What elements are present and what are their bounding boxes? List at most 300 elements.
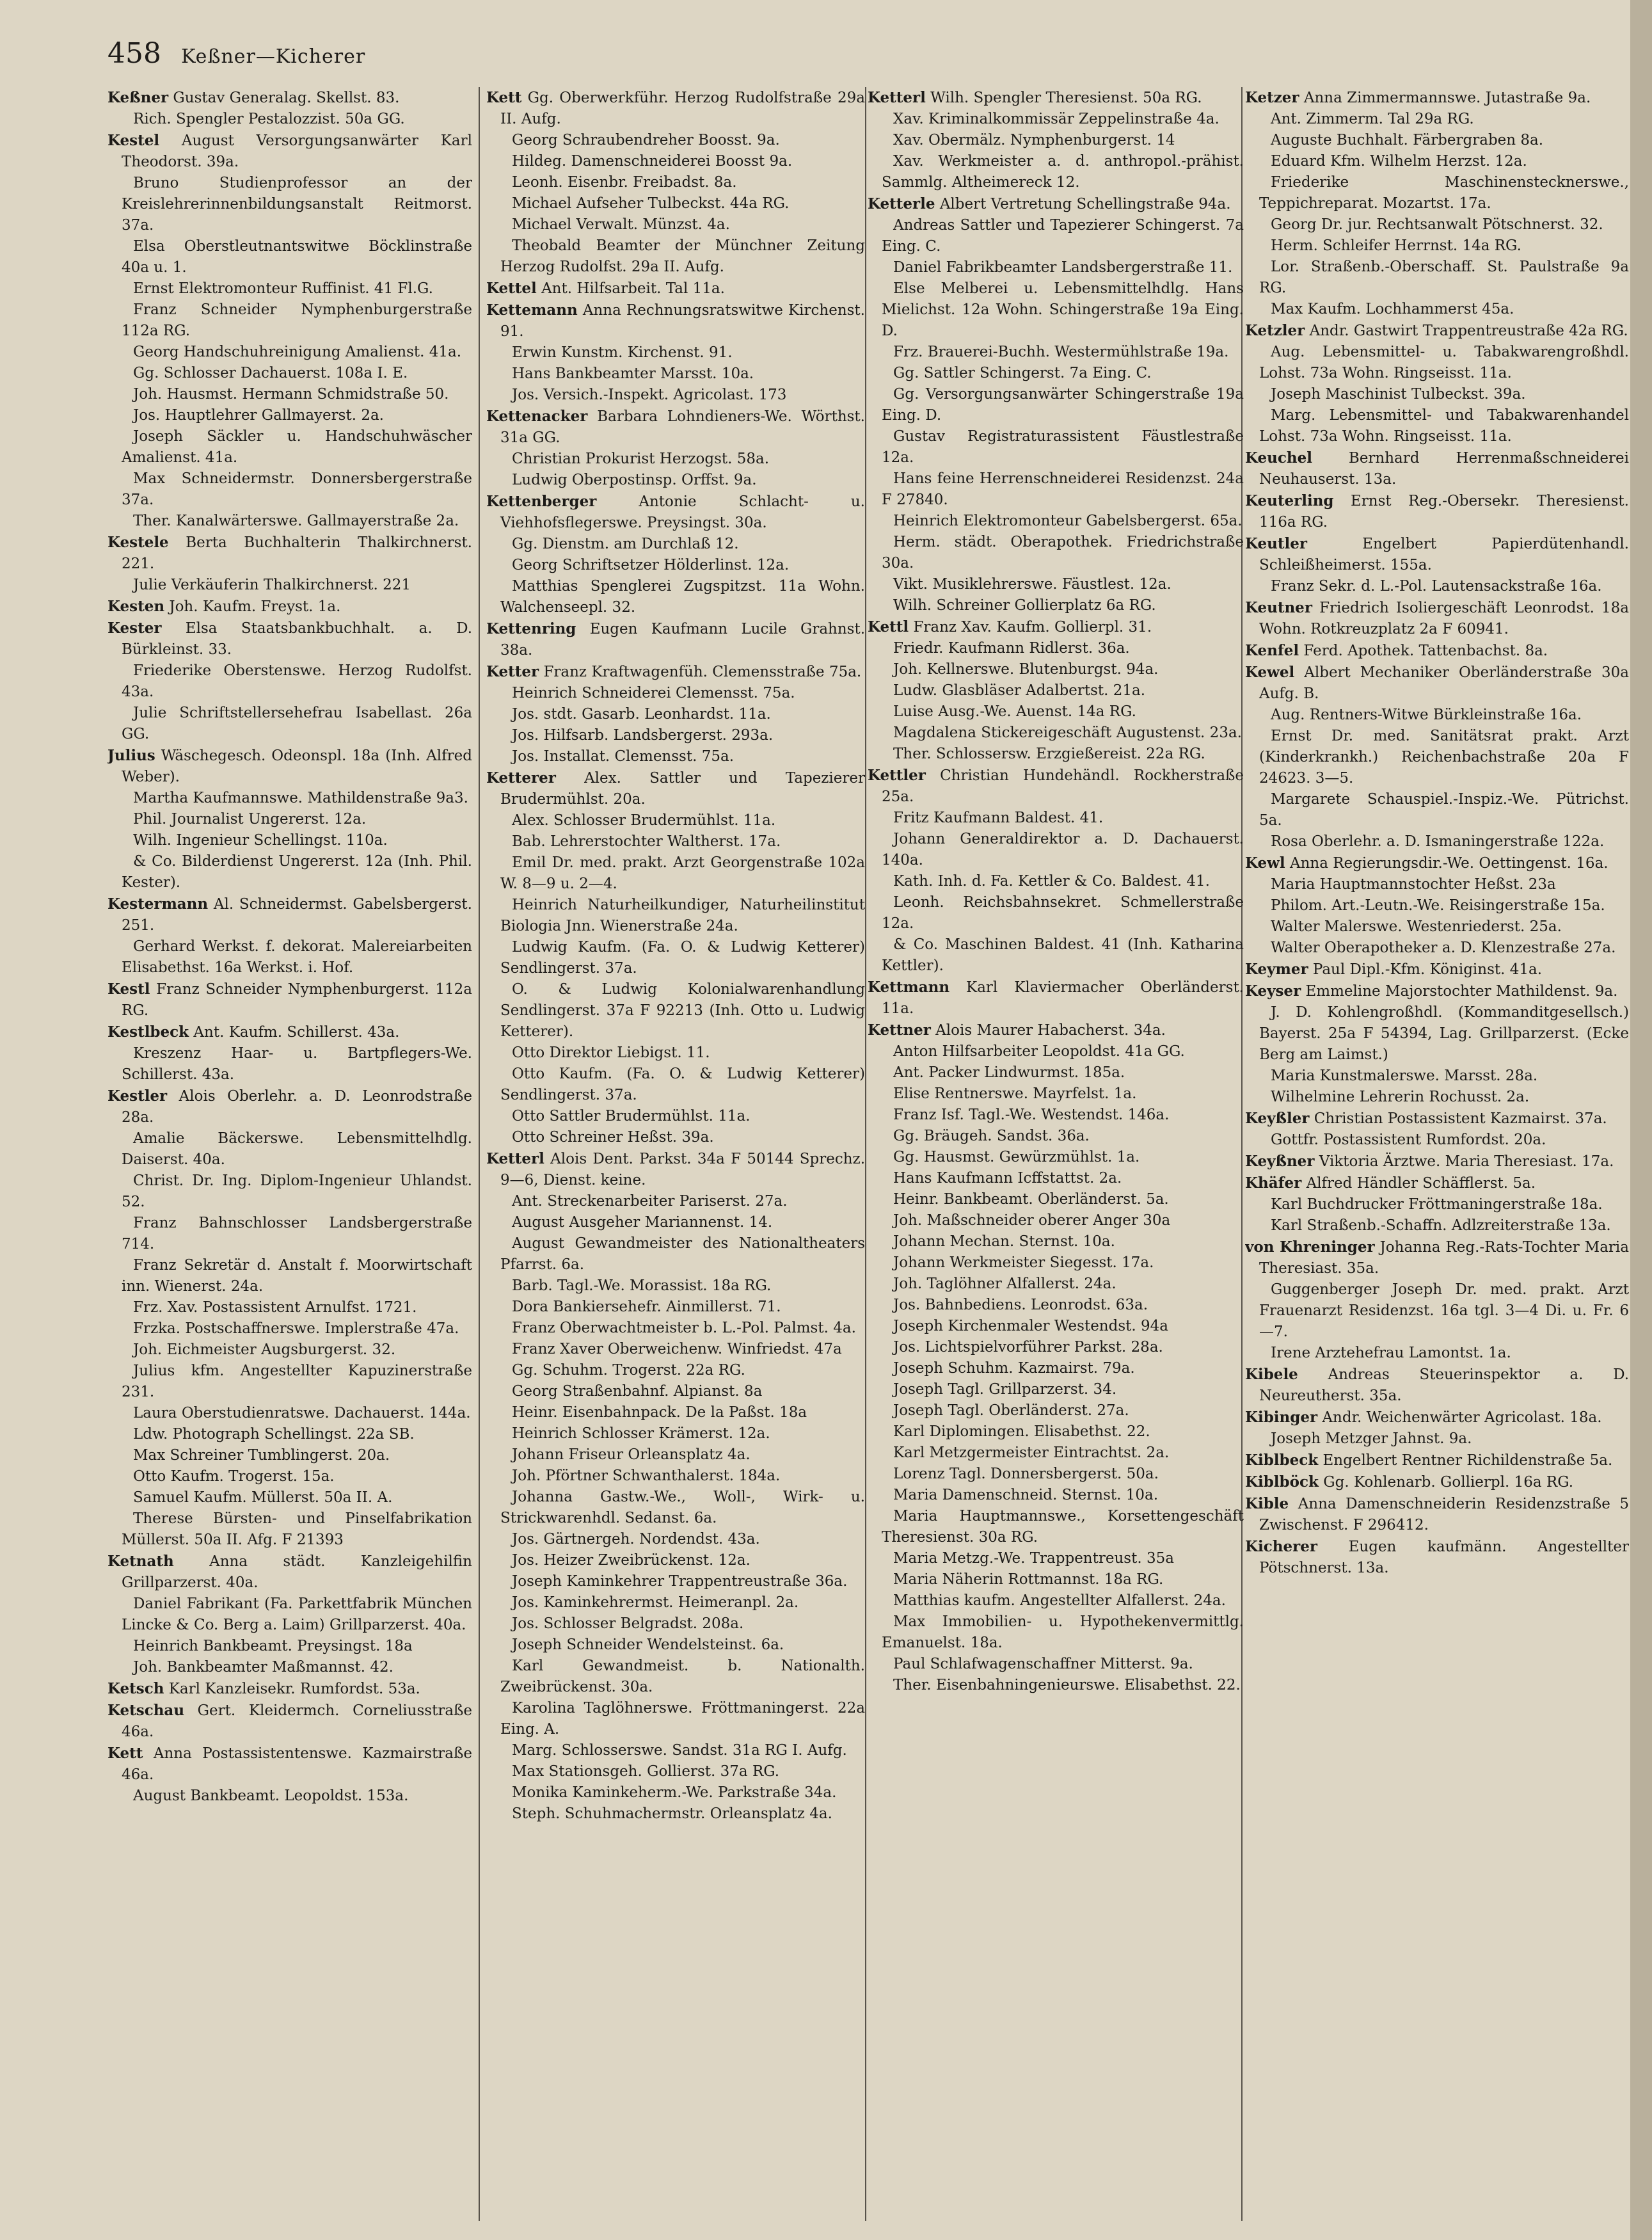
entry-text: Guggenberger Joseph Dr. med. prakt. Arzt Frauenarzt Residenzst. 16a tgl. 3—4 Di. u. Fr. 6—7.: [1259, 1281, 1629, 1340]
entry-text: Philom. Art.-Leutn.-We. Reisingerstraße 15a.: [1271, 897, 1605, 914]
entry-text: Al. Schneidermst. Gabelsbergerst. 251.: [122, 896, 472, 934]
directory-entry: [868, 1400, 1244, 1421]
entry-text: Emil Dr. med. prakt. Arzt Georgenstraße 102a W. 8—9 u. 2—4.: [500, 854, 865, 892]
entry-text: Christ. Dr. Ing. Diplom-Ingenieur Uhlandst. 52.: [122, 1172, 472, 1210]
entry-text: Joseph Maschinist Tulbeckst. 39a.: [1271, 386, 1526, 403]
ditto-dash: [1245, 342, 1271, 363]
directory-entry: [486, 704, 865, 725]
entry-text: Theobald Beamter der Münchner Zeitung Herzog Rudolfst. 29a II. Aufg.: [500, 237, 865, 275]
directory-entry: [868, 871, 1244, 892]
entry-text: Laura Oberstudienratswe. Dachauerst. 144a.: [133, 1405, 471, 1421]
ditto-dash: [486, 576, 512, 597]
entry-text: Bruno Studienprofessor an der Kreislehrerinnenbildungsanstalt Reitmorst. 37a.: [122, 175, 472, 234]
entry-text: Wilh. Spengler Theresienst. 50a RG.: [930, 90, 1202, 106]
entry-surname: Keutler: [1245, 535, 1307, 552]
entry-text: Ant. Streckenarbeiter Pariserst. 27a.: [512, 1193, 788, 1210]
directory-entry: [868, 1231, 1244, 1252]
entry-text: Jos. Kaminkehrermst. Heimeranpl. 2a.: [512, 1594, 799, 1611]
ditto-dash: [868, 659, 893, 680]
directory-entry: [1245, 895, 1629, 916]
ditto-dash: [486, 704, 512, 725]
entry-text: Phil. Journalist Ungererst. 12a.: [133, 811, 367, 828]
directory-entry: [868, 680, 1244, 701]
entry-surname: Kewel: [1245, 664, 1295, 681]
directory-entry: [868, 977, 1244, 1020]
entry-text: Gerhard Werkst. f. dekorat. Malereiarbeiten Elisabethst. 16a Werkst. i. Hof.: [122, 938, 472, 976]
ditto-dash: [486, 1613, 512, 1635]
entry-text: Karolina Taglöhnerswe. Fröttmaningerst. 22a Eing. A.: [500, 1700, 865, 1738]
directory-entry: [107, 1403, 472, 1424]
directory-entry: [107, 1297, 472, 1318]
directory-entry: [868, 1105, 1244, 1126]
directory-column-4: [1245, 87, 1629, 2235]
directory-entry: [868, 638, 1244, 659]
directory-entry: [107, 745, 472, 788]
entry-text: Joseph Tagl. Oberländerst. 27a.: [893, 1402, 1129, 1419]
directory-entry: [486, 1148, 865, 1191]
entry-surname: Kettenberger: [486, 493, 597, 510]
entry-text: Maria Damenschneid. Sternst. 10a.: [893, 1487, 1159, 1503]
directory-entry: [107, 1636, 472, 1657]
ditto-dash: [1245, 299, 1271, 320]
entry-text: Ferd. Apothek. Tattenbachst. 8a.: [1303, 643, 1548, 659]
ditto-dash: [486, 470, 512, 491]
entry-text: August Bankbeamt. Leopoldst. 153a.: [133, 1788, 409, 1804]
directory-entry: [868, 1126, 1244, 1147]
entry-surname: Keutner: [1245, 599, 1312, 616]
directory-entry: [107, 809, 472, 830]
ditto-dash: [486, 1233, 512, 1254]
ditto-dash: [486, 831, 512, 852]
entry-text: Joseph Tagl. Grillparzerst. 34.: [893, 1381, 1117, 1398]
ditto-dash: [486, 895, 512, 916]
ditto-dash: [107, 1657, 133, 1678]
directory-entry: [107, 1213, 472, 1255]
entry-text: Franz Kraftwagenfüh. Clemensstraße 75a.: [543, 664, 862, 680]
directory-entry: [1245, 726, 1629, 789]
entry-text: Dora Bankiersehefr. Ainmillerst. 71.: [512, 1299, 781, 1315]
entry-text: Wilhelmine Lehrerin Rochusst. 2a.: [1271, 1089, 1530, 1105]
entry-text: Joseph Säckler u. Handschuhwäscher Amalienst. 41a.: [122, 428, 472, 466]
directory-entry: [868, 130, 1244, 151]
entry-text: Joseph Metzger Jahnst. 9a.: [1271, 1430, 1472, 1447]
entry-text: Marg. Schlosserswe. Sandst. 31a RG I. Aufg.: [512, 1742, 847, 1759]
entry-text: Joseph Schuhm. Kazmairst. 79a.: [893, 1360, 1135, 1377]
directory-entry: [486, 1064, 865, 1106]
directory-entry: [868, 1443, 1244, 1464]
entry-surname: Kettenacker: [486, 408, 588, 425]
ditto-dash: [868, 1548, 893, 1569]
entry-text: Max Schreiner Tumblingerst. 20a.: [133, 1447, 390, 1464]
ditto-dash: [107, 342, 133, 363]
ditto-dash: [868, 278, 893, 300]
directory-entry: [868, 1252, 1244, 1274]
entry-text: Georg Schraubendreher Boosst. 9a.: [512, 132, 780, 148]
ditto-dash: [868, 1105, 893, 1126]
directory-entry: [868, 1147, 1244, 1168]
directory-entry: [107, 1445, 472, 1466]
entry-surname: Kestler: [107, 1087, 168, 1105]
ditto-dash: [486, 151, 512, 172]
entry-surname: Ketterl: [486, 1150, 544, 1167]
directory-entry: [868, 723, 1244, 744]
entry-surname: Kett: [486, 89, 522, 106]
directory-entry: [486, 406, 865, 449]
entry-surname: Ketschau: [107, 1702, 185, 1719]
entry-text: Joh. Kellnerswe. Blutenburgst. 94a.: [893, 661, 1159, 678]
ditto-dash: [107, 1171, 133, 1192]
ditto-dash: [486, 1127, 512, 1148]
directory-entry: [107, 1786, 472, 1807]
directory-entry: [107, 1255, 472, 1297]
directory-entry: [868, 1274, 1244, 1295]
directory-entry: [868, 1421, 1244, 1443]
ditto-dash: [868, 1379, 893, 1400]
directory-entry: [1245, 109, 1629, 130]
entry-text: Alex. Sattler und Tapezierer Brudermühlst. 20a.: [500, 770, 865, 808]
entry-text: Georg Dr. jur. Rechtsanwalt Pötschnerst. 32.: [1271, 216, 1603, 233]
entry-text: Margarete Schauspiel.-Inspiz.-We. Pütrichst. 5a.: [1259, 791, 1629, 829]
entry-text: Alex. Schlosser Brudermühlst. 11a.: [512, 812, 776, 829]
entry-text: Jos. Schlosser Belgradst. 208a.: [512, 1615, 744, 1632]
directory-entry: [1245, 533, 1629, 576]
entry-text: Gg. Oberwerkführ. Herzog Rudolfstraße 29a II. Aufg.: [500, 90, 865, 127]
directory-entry: [107, 1318, 472, 1340]
directory-entry: [1245, 1172, 1629, 1194]
entry-text: Kreszenz Haar- u. Bartpflegers-We. Schillerst. 43a.: [122, 1045, 472, 1083]
directory-entry: [1245, 447, 1629, 490]
entry-text: Ther. Eisenbahningenieurswe. Elisabethst. 22.: [893, 1677, 1241, 1693]
directory-entry: [486, 1276, 865, 1297]
entry-text: Andr. Weichenwärter Agricolast. 18a.: [1322, 1409, 1602, 1426]
directory-entry: [1245, 87, 1629, 109]
ditto-dash: [486, 1656, 512, 1677]
entry-text: Julie Verkäuferin Thalkirchnerst. 221: [133, 577, 411, 593]
directory-entry: [486, 618, 865, 661]
directory-entry: [486, 1423, 865, 1444]
directory-entry: [486, 1402, 865, 1423]
entry-text: Anna Damenschneiderin Residenzstraße 5 Zwischenst. F 296412.: [1259, 1496, 1629, 1533]
directory-entry: [868, 532, 1244, 574]
ditto-dash: [486, 1191, 512, 1212]
directory-entry: [486, 1804, 865, 1825]
ditto-dash: [868, 257, 893, 278]
directory-entry: [1245, 1087, 1629, 1108]
entry-surname: Keyßler: [1245, 1110, 1310, 1127]
ditto-dash: [868, 574, 893, 595]
entry-surname: Kestlbeck: [107, 1023, 189, 1041]
entry-text: Friederike Maschinenstecknerswe., Teppichreparat. Mozartst. 17a.: [1259, 174, 1629, 212]
ditto-dash: [868, 1147, 893, 1168]
entry-text: Max Schneidermstr. Donnersbergerstraße 37a.: [122, 470, 472, 508]
directory-entry: [107, 468, 472, 511]
entry-text: Ludwig Kaufm. (Fa. O. & Ludwig Ketterer) Sendlingerst. 37a.: [500, 939, 865, 977]
ditto-dash: [107, 1445, 133, 1466]
directory-entry: [107, 1487, 472, 1508]
entry-text: Steph. Schuhmachermstr. Orleansplatz 4a.: [512, 1805, 832, 1822]
directory-entry: [868, 1464, 1244, 1485]
entry-text: Christian Prokurist Herzogst. 58a.: [512, 451, 770, 467]
directory-entry: [868, 616, 1244, 638]
entry-text: Auguste Buchhalt. Färbergraben 8a.: [1271, 132, 1544, 148]
ditto-dash: [107, 1786, 133, 1807]
entry-text: Karl Gewandmeist. b. Nationalth. Zweibrückenst. 30a.: [500, 1658, 865, 1695]
directory-entry: [107, 130, 472, 173]
directory-entry: [1245, 1215, 1629, 1236]
directory-entry: [107, 703, 472, 745]
entry-text: Walter Malerswe. Westenriederst. 25a.: [1271, 918, 1562, 935]
directory-entry: [107, 1508, 472, 1551]
entry-text: Gustav Generalag. Skellst. 83.: [173, 90, 400, 106]
ditto-dash: [107, 1508, 133, 1530]
ditto-dash: [486, 1571, 512, 1592]
directory-entry: [107, 363, 472, 384]
ditto-dash: [1245, 130, 1271, 151]
ditto-dash: [868, 1654, 893, 1675]
ditto-dash: [107, 1318, 133, 1340]
entry-text: Joseph Kirchenmaler Westendst. 94a: [893, 1318, 1168, 1334]
ditto-dash: [486, 1529, 512, 1550]
entry-text: Ludw. Glasbläser Adalbertst. 21a.: [893, 682, 1146, 699]
directory-entry: [1245, 299, 1629, 320]
entry-text: Barb. Tagl.-We. Morassist. 18a RG.: [512, 1277, 772, 1294]
directory-entry: [1245, 1493, 1629, 1536]
ditto-dash: [107, 1297, 133, 1318]
entry-text: Georg Schriftsetzer Hölderlinst. 12a.: [512, 557, 790, 573]
directory-entry: [486, 1106, 865, 1127]
ditto-dash: [486, 1381, 512, 1402]
entry-text: Jos. Lichtspielvorführer Parkst. 28a.: [893, 1339, 1163, 1356]
ditto-dash: [107, 1043, 133, 1064]
ditto-dash: [868, 680, 893, 701]
ditto-dash: [486, 1740, 512, 1761]
ditto-dash: [1245, 874, 1271, 895]
directory-entry: [1245, 257, 1629, 299]
ditto-dash: [1245, 916, 1271, 938]
directory-entry: [1245, 959, 1629, 980]
entry-text: Christian Postassistent Kazmairst. 37a.: [1314, 1110, 1607, 1127]
ditto-dash: [868, 1041, 893, 1062]
directory-column-1: [107, 87, 472, 2235]
entry-text: Karl Buchdrucker Fröttmaningerstraße 18a.: [1271, 1196, 1603, 1213]
entry-text: Frz. Xav. Postassistent Arnulfst. 1721.: [133, 1299, 417, 1316]
directory-entry: [868, 1337, 1244, 1358]
entry-text: Friedr. Kaufmann Ridlerst. 36a.: [893, 640, 1130, 657]
directory-entry: [107, 1657, 472, 1678]
entry-text: Otto Sattler Brudermühlst. 11a.: [512, 1108, 751, 1124]
directory-entry: [868, 1062, 1244, 1084]
directory-entry: [1245, 236, 1629, 257]
entry-text: Heinrich Elektromonteur Gabelsbergerst. 65a.: [893, 513, 1243, 529]
entry-text: Franz Oberwachtmeister b. L.-Pol. Palmst. 4a.: [512, 1320, 856, 1336]
directory-entry: [107, 936, 472, 979]
ditto-dash: [107, 468, 133, 490]
ditto-dash: [868, 595, 893, 616]
entry-text: Eduard Kfm. Wilhelm Herzst. 12a.: [1271, 153, 1527, 170]
directory-entry: [107, 575, 472, 596]
entry-text: Michael Aufseher Tulbeckst. 44a RG.: [512, 195, 790, 212]
directory-entry: [868, 1041, 1244, 1062]
ditto-dash: [1245, 1215, 1271, 1236]
entry-text: Franz Sekretär d. Anstalt f. Moorwirtschaft inn. Wienerst. 24a.: [122, 1257, 472, 1295]
entry-text: Maria Hauptmannswe., Korsettengeschäft Theresienst. 30a RG.: [882, 1508, 1244, 1546]
ditto-dash: [868, 1316, 893, 1337]
entry-text: Friedrich Isoliergeschäft Leonrodst. 18a Wohn. Rotkreuzplatz 2a F 60941.: [1259, 600, 1629, 637]
entry-surname: Ketterl: [868, 89, 926, 106]
ditto-dash: [486, 979, 512, 1000]
entry-text: Wilh. Schreiner Gollierplatz 6a RG.: [893, 597, 1156, 614]
directory-entry: [1245, 1130, 1629, 1151]
ditto-dash: [868, 744, 893, 765]
ditto-dash: [868, 426, 893, 447]
entry-text: Hans feine Herrenschneiderei Residenzst. 24a F 27840.: [882, 470, 1244, 508]
directory-entry: [868, 808, 1244, 829]
entry-text: Franz Schneider Nymphenburgerstraße 112a RG.: [122, 301, 472, 339]
entry-text: August Gewandmeister des Nationaltheaters Pfarrst. 6a.: [500, 1235, 865, 1273]
directory-entry: [868, 1548, 1244, 1569]
entry-text: Eugen Kaufmann Lucile Grahnst. 38a.: [500, 621, 865, 659]
entry-text: Andr. Gastwirt Trappentreustraße 42a RG.: [1309, 323, 1628, 339]
directory-entry: [107, 1361, 472, 1403]
entry-surname: Ketzer: [1245, 89, 1299, 106]
entry-surname: Kiblböck: [1245, 1473, 1319, 1491]
entry-text: Matthias Spenglerei Zugspitzst. 11a Wohn. Walchenseepl. 32.: [500, 578, 865, 616]
ditto-dash: [868, 1189, 893, 1210]
entry-text: Georg Straßenbahnf. Alpianst. 8a: [512, 1383, 763, 1400]
entry-surname: von Khreninger: [1245, 1238, 1375, 1256]
entry-text: Else Melberei u. Lebensmittelhdlg. Hans Mielichst. 12a Wohn. Schingerstraße 19a Eing. D.: [882, 280, 1244, 339]
entry-text: Anna Zimmermannswe. Jutastraße 9a.: [1303, 90, 1591, 106]
entry-text: Engelbert Papierdütenhandl. Schleißheimerst. 155a.: [1259, 536, 1629, 573]
entry-text: Jos. Gärtnergeh. Nordendst. 43a.: [512, 1531, 760, 1548]
ditto-dash: [868, 215, 893, 236]
directory-entry: [107, 979, 472, 1021]
page-number: 458: [107, 37, 161, 70]
directory-entry: [868, 1316, 1244, 1337]
ditto-dash: [868, 829, 893, 850]
entry-text: Julie Schriftstellersehefrau Isabellast. 26a GG.: [122, 705, 472, 742]
entry-text: Gg. Dienstm. am Durchlaß 12.: [512, 536, 739, 552]
directory-entry: [486, 193, 865, 214]
entry-text: Ant. Packer Lindwurmst. 185a.: [893, 1064, 1125, 1081]
directory-entry: [486, 683, 865, 704]
entry-text: Bernhard Herrenmaßschneiderei Neuhauserst. 13a.: [1259, 450, 1629, 488]
entry-text: Gert. Kleidermch. Corneliusstraße 46a.: [122, 1702, 472, 1740]
ditto-dash: [868, 384, 893, 405]
directory-entry: [1245, 916, 1629, 938]
directory-entry: [107, 87, 472, 109]
directory-entry: [868, 1506, 1244, 1548]
directory-entry: [868, 278, 1244, 342]
entry-text: Michael Verwalt. Münzst. 4a.: [512, 216, 730, 233]
ditto-dash: [1245, 831, 1271, 852]
entry-text: O. & Ludwig Kolonialwarenhandlung Sendlingerst. 37a F 92213 (Inh. Otto u. Ludwig Ketterer).: [500, 981, 865, 1040]
directory-entry: [868, 765, 1244, 808]
entry-surname: Kettemann: [486, 301, 578, 319]
directory-entry: [868, 1189, 1244, 1210]
entry-text: Elise Rentnerswe. Mayrfelst. 1a.: [893, 1085, 1137, 1102]
entry-text: Gg. Hausmst. Gewürzmühlst. 1a.: [893, 1149, 1140, 1165]
ditto-dash: [107, 173, 133, 194]
directory-entry: [1245, 980, 1629, 1002]
directory-entry: [868, 1612, 1244, 1654]
entry-text: Franz Isf. Tagl.-We. Westendst. 146a.: [893, 1107, 1170, 1123]
ditto-dash: [107, 1361, 133, 1382]
entry-text: Christian Hundehändl. Rockherstraße 25a.: [882, 767, 1244, 805]
entry-text: Franz Schneider Nymphenburgerst. 112a RG.: [122, 981, 472, 1019]
entry-surname: Kettl: [868, 618, 909, 636]
entry-text: Johann Generaldirektor a. D. Dachauerst. 140a.: [882, 831, 1244, 868]
entry-text: Monika Kaminkeherm.-We. Parkstraße 34a.: [512, 1784, 837, 1801]
entry-text: Joh. Maßschneider oberer Anger 30a: [893, 1212, 1171, 1229]
entry-text: Gg. Versorgungsanwärter Schingerstraße 19a Eing. D.: [882, 386, 1244, 424]
directory-entry: [486, 746, 865, 767]
directory-entry: [868, 892, 1244, 934]
ditto-dash: [107, 363, 133, 384]
column-rule: [865, 87, 866, 2221]
ditto-dash: [107, 1340, 133, 1361]
directory-entry: [868, 829, 1244, 871]
entry-text: Ernst Reg.-Obersekr. Theresienst. 116a RG.: [1259, 493, 1629, 531]
directory-entry: [107, 405, 472, 426]
ditto-dash: [486, 1276, 512, 1297]
ditto-dash: [868, 934, 893, 956]
entry-surname: Kester: [107, 620, 162, 637]
entry-surname: Kestl: [107, 980, 150, 998]
entry-text: Ant. Hilfsarbeit. Tal 11a.: [541, 280, 725, 297]
directory-entry: [1245, 1428, 1629, 1450]
ditto-dash: [486, 683, 512, 704]
ditto-dash: [486, 937, 512, 958]
ditto-dash: [486, 810, 512, 831]
ditto-dash: [868, 1569, 893, 1590]
ditto-dash: [486, 534, 512, 555]
ditto-dash: [1245, 1066, 1271, 1087]
ditto-dash: [486, 130, 512, 151]
ditto-dash: [1245, 726, 1271, 747]
directory-entry: [107, 596, 472, 618]
directory-entry: [1245, 1407, 1629, 1428]
ditto-dash: [107, 278, 133, 300]
entry-text: Franz Sekr. d. L.-Pol. Lautensackstraße 16a.: [1271, 578, 1602, 595]
directory-entry: [486, 1466, 865, 1487]
entry-surname: Khäfer: [1245, 1174, 1302, 1192]
ditto-dash: [1245, 214, 1271, 236]
directory-entry: [868, 1675, 1244, 1696]
directory-entry: [486, 1592, 865, 1613]
ditto-dash: [868, 151, 893, 172]
directory-entry: [107, 1340, 472, 1361]
directory-entry: [1245, 1536, 1629, 1579]
directory-entry: [486, 214, 865, 236]
directory-entry: [486, 555, 865, 576]
entry-text: August Ausgeher Mariannenst. 14.: [512, 1214, 773, 1231]
entry-text: Franz Xaver Oberweichenw. Winfriedst. 47a: [512, 1341, 842, 1357]
directory-entry: [486, 1233, 865, 1276]
ditto-dash: [868, 342, 893, 363]
directory-entry: [486, 300, 865, 342]
directory-entry: [486, 1487, 865, 1529]
entry-text: Albert Vertretung Schellingstraße 94a.: [939, 196, 1231, 212]
entry-text: Joh. Eichmeister Augsburgerst. 32.: [133, 1341, 396, 1358]
directory-entry: [107, 851, 472, 893]
entry-text: Irene Arztehefrau Lamontst. 1a.: [1271, 1345, 1511, 1361]
directory-entry: [868, 574, 1244, 595]
entry-text: Max Stationsgeh. Gollierst. 37a RG.: [512, 1763, 780, 1780]
directory-entry: [1245, 789, 1629, 831]
entry-text: Amalie Bäckerswe. Lebensmittelhdlg. Daiserst. 40a.: [122, 1130, 472, 1168]
entry-text: Gg. Kohlenarb. Gollierpl. 16a RG.: [1323, 1474, 1574, 1491]
